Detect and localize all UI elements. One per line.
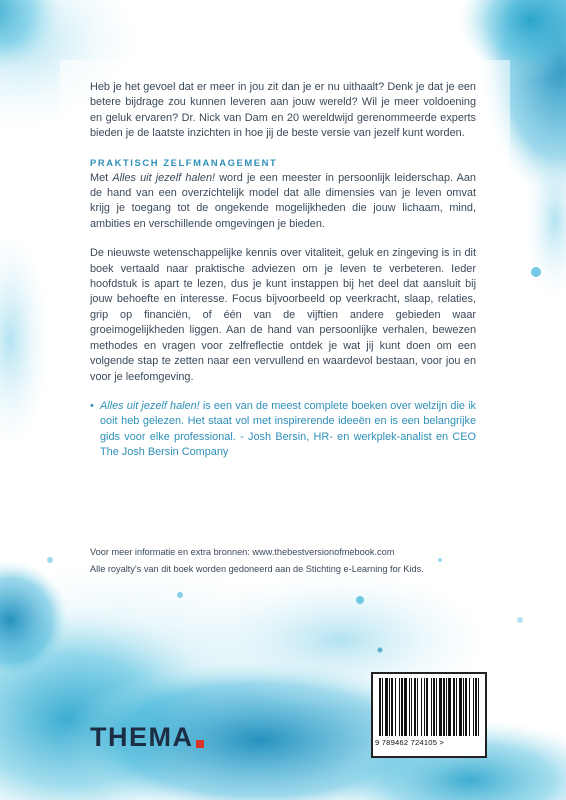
barcode-bar [433, 678, 435, 736]
isbn-number: 9 789462 724105 > [375, 738, 445, 747]
barcode-bar [395, 678, 396, 736]
barcode-bars [377, 678, 481, 736]
barcode-bar [401, 678, 403, 736]
barcode-bar [439, 678, 442, 736]
cover-text [90, 80, 476, 461]
publisher-logo [90, 722, 204, 753]
barcode-bar [473, 678, 474, 736]
barcode-bar [478, 678, 479, 736]
section-paragraph [90, 171, 476, 233]
barcode-bar [465, 678, 467, 736]
barcode-bar [426, 678, 428, 736]
barcode-bar [379, 678, 381, 736]
barcode-bar [382, 678, 383, 736]
info-lines [90, 544, 490, 578]
barcode-bar [463, 678, 464, 736]
info-website-line: Voor meer informatie en extra bronnen: www.thebestversionofmebook.com [90, 547, 395, 557]
publisher-name: THEMA [90, 722, 194, 752]
barcode-bar [436, 678, 437, 736]
section-rest: word je een meester in persoonlijk leiderschap. Aan de hand van een overzichtelijk model dat alle dimensies van je leven omvat krijg je toegang tot de ongekende mogelijkheden die jouw lichaam, mind, ambities en verschillende omgevingen je bieden. [90, 171, 476, 230]
quote-bullet: • [90, 399, 94, 412]
section-heading: PRAKTISCH ZELFMANAGEMENT [90, 156, 278, 168]
barcode-bar [448, 678, 451, 736]
barcode-bar [409, 678, 410, 736]
intro-paragraph: Heb je het gevoel dat er meer in jou zit dan je er nu uithaalt? Denk je dat je een betere bijdrage zou kunnen leveren aan jouw wereld? Wil je meer voldoening en geluk ervaren? Dr. Nick van Dam en 20 wereldwijd gerenommeerde experts bieden je de laatste inzichten in hoe jij de beste versie van jezelf kunt worden. [90, 81, 476, 140]
info-royalty-line: Alle royalty's van dit boek worden gedoneerd aan de Stichting e-Learning for Kids. [90, 564, 424, 574]
barcode-bar [459, 678, 462, 736]
barcode-bar [417, 678, 418, 736]
barcode-bar [431, 678, 432, 736]
quote-text: is een van de meest complete boeken over welzijn die ik ooit heb gelezen. Het staat vol met inspirerende ideeën en is een belangrijke gids voor elke professional. - Josh Bersin, HR- en werkplek-analist en CEO The Josh Bersin Company [100, 399, 476, 459]
barcode-bar [385, 678, 388, 736]
barcode-bar [453, 678, 455, 736]
isbn-barcode [371, 672, 487, 758]
barcode-bar [443, 678, 445, 736]
quote-book-title: Alles uit jezelf halen! [100, 399, 200, 412]
barcode-bar [389, 678, 390, 736]
barcode-bar [421, 678, 422, 736]
body-paragraph: De nieuwste wetenschappelijke kennis over vitaliteit, geluk en zingeving is in dit boek vertaald naar praktische adviezen om je leven te verbeteren. Ieder hoofdstuk is apart te lezen, dus je kunt instappen bij het deel dat aansluit bij jouw behoefte en interesse. Focus bijvoorbeeld op veerkracht, slaap, relaties, grip op financiën, of één van de vijftien andere gebieden waar groeimogelijkheden liggen. Aan de hand van persoonlijke verhalen, bewezen methodes en vragen voor zelfreflectie ontdek je wat jij kunt doen om een volgende stap te zetten naar een vervullend en waardevol bestaan, voor jou en voor je leefomgeving. [90, 247, 476, 383]
barcode-bar [446, 678, 447, 736]
barcode-bar [456, 678, 457, 736]
section-prefix: Met [90, 171, 113, 184]
barcode-bar [424, 678, 425, 736]
book-title-inline: Alles uit jezelf halen! [112, 171, 216, 184]
barcode-bar [404, 678, 407, 736]
logo-dot-icon [196, 740, 204, 748]
barcode-bar [399, 678, 400, 736]
endorsement-quote [90, 399, 476, 461]
barcode-bar [391, 678, 393, 736]
barcode-bar [414, 678, 416, 736]
barcode-bar [411, 678, 412, 736]
barcode-bar [475, 678, 477, 736]
barcode-bar [469, 678, 470, 736]
